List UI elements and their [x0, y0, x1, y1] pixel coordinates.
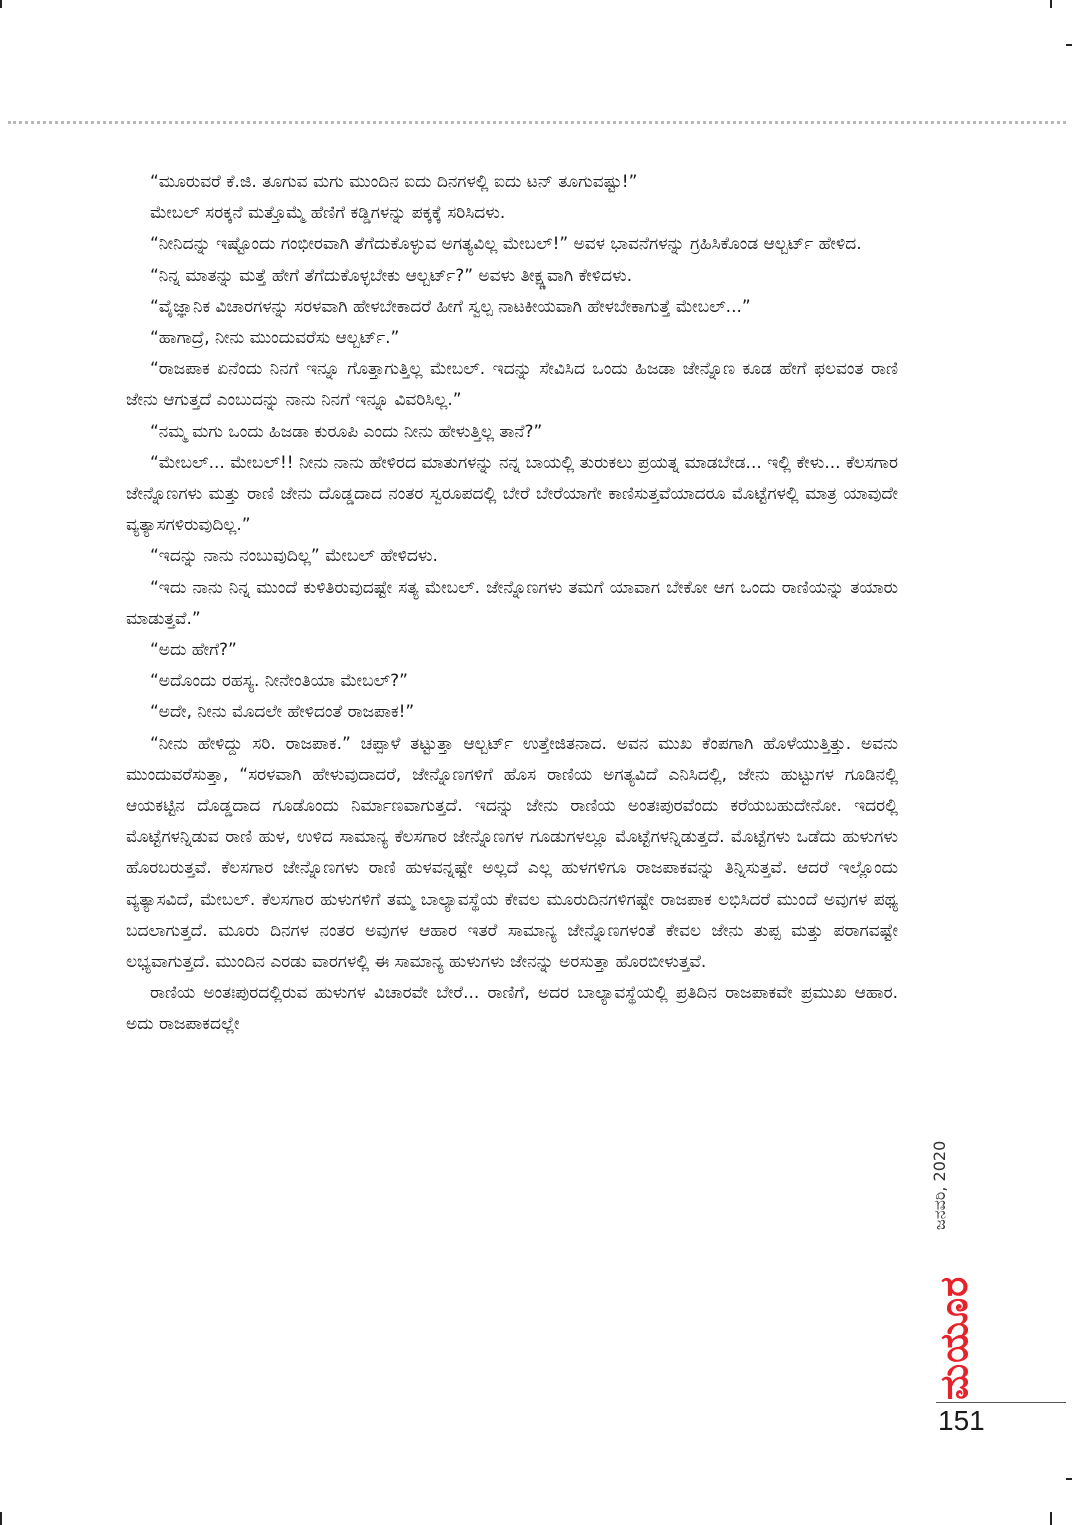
crop-mark-top-left: [0, 0, 2, 8]
magazine-brand-logo: ಮಯೂರ: [932, 1275, 976, 1400]
article-paragraph: “ಅದು ಹೇಗೆ?”: [150, 640, 237, 661]
header-dotted-rule: [8, 121, 1066, 124]
article-body: [126, 167, 898, 1041]
crop-mark-right-upper: [1066, 44, 1072, 46]
crop-mark-top-right: [1050, 0, 1052, 8]
crop-mark-bottom-left: [0, 1512, 2, 1525]
article-paragraph: “ಇದು ನಾನು ನಿನ್ನ ಮುಂದೆ ಕುಳಿತಿರುವುದಷ್ಟೇ ಸತ್ಯ ಮೇಬಲ್. ಜೇನ್ನೊಣಗಳು ತಮಗೆ ಯಾವಾಗ ಬೇಕೋ ಆಗ ಒಂದು ರಾಣಿಯನ್ನು ತಯಾರು ಮಾಡುತ್ತವೆ.”: [126, 577, 898, 629]
article-paragraph: “ಹಾಗಾದ್ರೆ, ನೀನು ಮುಂದುವರೆಸು ಆಲ್ಬರ್ಟ್.”: [150, 328, 400, 349]
article-paragraph: “ಅದೊಂದು ರಹಸ್ಯ. ನೀನೇಂತಿಯಾ ಮೇಬಲ್?”: [150, 671, 408, 692]
article-paragraph: “ಮೂರುವರೆ ಕೆ.ಜಿ. ತೂಗುವ ಮಗು ಮುಂದಿನ ಐದು ದಿನಗಳಲ್ಲಿ ಐದು ಟನ್ ತೂಗುವಷ್ಟು!”: [150, 172, 638, 192]
crop-mark-bottom-right: [1050, 1512, 1052, 1525]
issue-date: ಜನವರಿ, 2020: [930, 1140, 949, 1230]
article-paragraph: “ಮೇಬಲ್... ಮೇಬಲ್!! ನೀನು ನಾನು ಹೇಳಿರದ ಮಾತುಗಳನ್ನು ನನ್ನ ಬಾಯಲ್ಲಿ ತುರುಕಲು ಪ್ರಯತ್ನ ಮಾಡಬೇಡ... ಇಲ್ಲಿ ಕೇಳು... ಕೆಲಸಗಾರ ಜೇನ್ನೊಣಗಳು ಮತ್ತು ರಾಣಿ ಜೇನು ದೊಡ್ಡದಾದ ನಂತರ ಸ್ವರೂಪದಲ್ಲಿ ಬೇರೆ ಬೇರೆಯಾಗೇ ಕಾಣಿಸುತ್ತವೆಯಾದರೂ ಮೊಟ್ಟೆಗಳಲ್ಲಿ ಮಾತ್ರ ಯಾವುದೇ ವ್ಯತ್ಯಾಸಗಳಿರುವುದಿಲ್ಲ.”: [126, 452, 898, 536]
article-paragraph: “ಇದನ್ನು ನಾನು ನಂಬುವುದಿಲ್ಲ” ಮೇಬಲ್ ಹೇಳಿದಳು.: [150, 546, 438, 567]
article-paragraph: “ನಿನ್ನ ಮಾತನ್ನು ಮತ್ತೆ ಹೇಗೆ ತೆಗೆದುಕೊಳ್ಳಬೇಕು ಆಲ್ಬರ್ಟ್?” ಅವಳು ತೀಕ್ಷ್ಣವಾಗಿ ಕೇಳಿದಳು.: [150, 265, 633, 286]
page-number: 151: [938, 1405, 985, 1436]
page-number-rule: [936, 1402, 1066, 1403]
article-paragraph: ರಾಣಿಯ ಅಂತಃಪುರದಲ್ಲಿರುವ ಹುಳುಗಳ ವಿಚಾರವೇ ಬೇರೆ... ರಾಣಿಗೆ, ಅದರ ಬಾಲ್ಯಾವಸ್ಥೆಯಲ್ಲಿ ಪ್ರತಿದಿನ ರಾಜಪಾಕವೇ ಪ್ರಮುಖ ಆಹಾರ. ಅದು ರಾಜಪಾಕದಲ್ಲೇ: [126, 983, 898, 1035]
crop-mark-right-lower: [1066, 1478, 1072, 1480]
article-paragraph: “ಅದೇ, ನೀನು ಮೊದಲೇ ಹೇಳಿದಂತೆ ರಾಜಪಾಕ!”: [150, 702, 415, 723]
article-paragraph: “ನಮ್ಮ ಮಗು ಒಂದು ಹಿಜಡಾ ಕುರೂಪಿ ಎಂದು ನೀನು ಹೇಳುತ್ತಿಲ್ಲ ತಾನೆ?”: [150, 421, 543, 442]
article-paragraph: “ರಾಜಪಾಕ ಏನೆಂದು ನಿನಗೆ ಇನ್ನೂ ಗೊತ್ತಾಗುತ್ತಿಲ್ಲ ಮೇಬಲ್. ಇದನ್ನು ಸೇವಿಸಿದ ಒಂದು ಹಿಜಡಾ ಜೇನ್ನೊಣ ಕೂಡ ಹೇಗೆ ಫಲವಂತ ರಾಣಿ ಜೇನು ಆಗುತ್ತದೆ ಎಂಬುದನ್ನು ನಾನು ನಿನಗೆ ಇನ್ನೂ ವಿವರಿಸಿಲ್ಲ.”: [126, 359, 898, 411]
article-paragraph: ಮೇಬಲ್ ಸರಕ್ಕನೆ ಮತ್ತೊಮ್ಮೆ ಹೆಣಿಗೆ ಕಡ್ಡಿಗಳನ್ನು ಪಕ್ಕಕ್ಕೆ ಸರಿಸಿದಳು.: [150, 203, 506, 224]
article-paragraph: “ವೈಜ್ಞಾನಿಕ ವಿಚಾರಗಳನ್ನು ಸರಳವಾಗಿ ಹೇಳಬೇಕಾದರೆ ಹೀಗೆ ಸ್ವಲ್ಪ ನಾಟಕೀಯವಾಗಿ ಹೇಳಬೇಕಾಗುತ್ತೆ ಮೇಬಲ್...”: [150, 296, 751, 317]
article-paragraph: “ನೀನು ಹೇಳಿದ್ದು ಸರಿ. ರಾಜಪಾಕ.” ಚಪ್ಪಾಳೆ ತಟ್ಟುತ್ತಾ ಆಲ್ಬರ್ಟ್ ಉತ್ತೇಜಿತನಾದ. ಅವನ ಮುಖ ಕೆಂಪಗಾಗಿ ಹೊಳೆಯುತ್ತಿತ್ತು. ಅವನು ಮುಂದುವರೆಸುತ್ತಾ, “ಸರಳವಾಗಿ ಹೇಳುವುದಾದರೆ, ಜೇನ್ನೊಣಗಳಿಗೆ ಹೊಸ ರಾಣಿಯ ಅಗತ್ಯವಿದೆ ಎನಿಸಿದಲ್ಲಿ, ಜೇನು ಹುಟ್ಟುಗಳ ಗೂಡಿನಲ್ಲಿ ಆಯಕಟ್ಟಿನ ದೊಡ್ಡದಾದ ಗೂಡೊಂದು ನಿರ್ಮಾಣವಾಗುತ್ತದೆ. ಇದನ್ನು ಜೇನು ರಾಣಿಯ ಅಂತಃಪುರವೆಂದು ಕರೆಯಬಹುದೇನೋ. ಇದರಲ್ಲಿ ಮೊಟ್ಟೆಗಳನ್ನಿಡುವ ರಾಣಿ ಹುಳ, ಉಳಿದ ಸಾಮಾನ್ಯ ಕೆಲಸಗಾರ ಜೇನ್ನೊಣಗಳ ಗೂಡುಗಳಲ್ಲೂ ಮೊಟ್ಟೆಗಳನ್ನಿಡುತ್ತದೆ. ಮೊಟ್ಟೆಗಳು ಒಡೆದು ಹುಳುಗಳು ಹೊರಬರುತ್ತವೆ. ಕೆಲಸಗಾರ ಜೇನ್ನೊಣಗಳು ರಾಣಿ ಹುಳವನ್ನಷ್ಟೇ ಅಲ್ಲದೆ ಎಲ್ಲ ಹುಳಗಳಿಗೂ ರಾಜಪಾಕವನ್ನು ತಿನ್ನಿಸುತ್ತವೆ. ಆದರೆ ಇಲ್ಲೊಂದು ವ್ಯತ್ಯಾಸವಿದೆ, ಮೇಬಲ್. ಕೆಲಸಗಾರ ಹುಳುಗಳಿಗೆ ತಮ್ಮ ಬಾಲ್ಯಾವಸ್ಥೆಯ ಕೇವಲ ಮೂರುದಿನಗಳಿಗಷ್ಟೇ ರಾಜಪಾಕ ಲಭಿಸಿದರೆ ಮುಂದೆ ಅವುಗಳ ಪಥ್ಯ ಬದಲಾಗುತ್ತದೆ. ಮೂರು ದಿನಗಳ ನಂತರ ಅವುಗಳ ಆಹಾರ ಇತರೆ ಸಾಮಾನ್ಯ ಜೇನ್ನೊಣಗಳಂತೆ ಕೇವಲ ಜೇನು ತುಪ್ಪ ಮತ್ತು ಪರಾಗವಷ್ಟೇ ಲಭ್ಯವಾಗುತ್ತದೆ. ಮುಂದಿನ ಎರಡು ವಾರಗಳಲ್ಲಿ ಈ ಸಾಮಾನ್ಯ ಹುಳುಗಳು ಜೇನನ್ನು ಅರಸುತ್ತಾ ಹೊರಬೀಳುತ್ತವೆ.: [126, 733, 898, 973]
article-paragraph: “ನೀನಿದನ್ನು ಇಷ್ಟೊಂದು ಗಂಭೀರವಾಗಿ ತೆಗೆದುಕೊಳ್ಳುವ ಅಗತ್ಯವಿಲ್ಲ ಮೇಬಲ್!” ಅವಳ ಭಾವನೆಗಳನ್ನು ಗ್ರಹಿಸಿಕೊಂಡ ಆಲ್ಬರ್ಟ್ ಹೇಳಿದ.: [150, 234, 862, 255]
